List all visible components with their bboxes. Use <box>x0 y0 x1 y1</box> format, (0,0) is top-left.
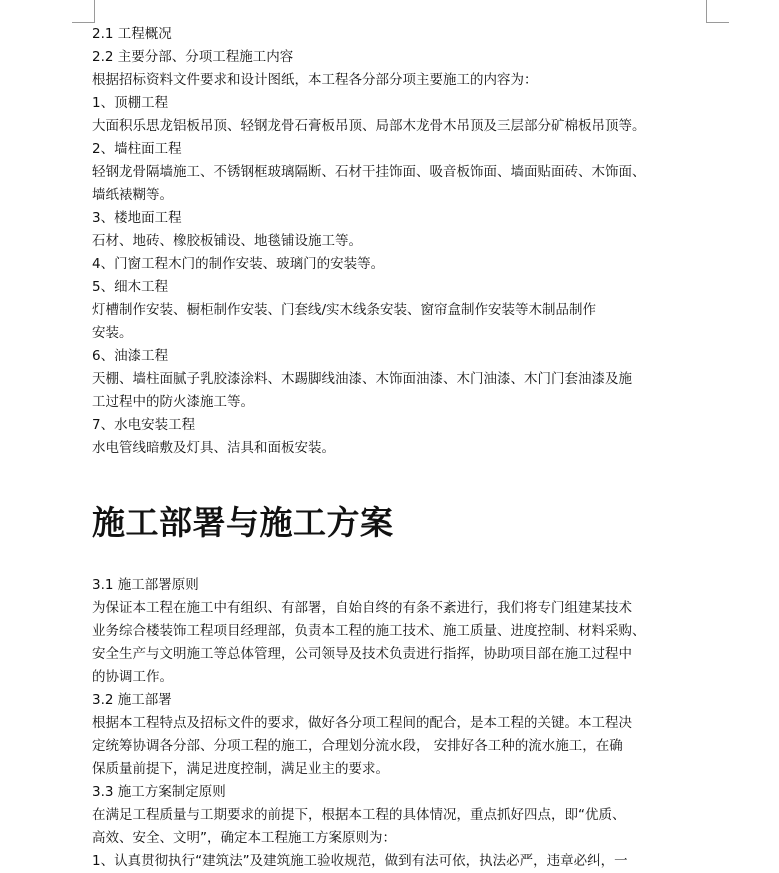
paragraph-line: 根据本工程特点及招标文件的要求，做好各分项工程间的配合，是本工程的关键。本工程决 <box>92 715 632 731</box>
paragraph-line: 保质量前提下，满足进度控制，满足业主的要求。 <box>92 761 389 777</box>
list-item-title: 6、油漆工程 <box>92 348 169 364</box>
paragraph-line: 为保证本工程在施工中有组织、有部署，自始自终的有条不紊进行，我们将专门组建某技术 <box>92 600 632 616</box>
paragraph-line: 安全生产与文明施工等总体管理，公司领导及技术负责进行指挥，协助项目部在施工过程中 <box>92 646 632 662</box>
paragraph-line: 高效、安全、文明”，确定本工程施工方案原则为： <box>92 830 396 846</box>
list-item-title: 4、门窗工程木门的制作安装、玻璃门的安装等。 <box>92 256 385 272</box>
paragraph-line: 业务综合楼装饰工程项目经理部，负责本工程的施工技术、施工质量、进度控制、材料采购、 <box>92 623 646 639</box>
list-item <box>92 92 708 138</box>
list-item <box>92 253 708 276</box>
list-item <box>92 207 708 253</box>
list-item <box>92 414 708 460</box>
paragraph-line: 根据招标资料文件要求和设计图纸，本工程各分部分项主要施工的内容为： <box>92 72 538 88</box>
paragraph-line: 工过程中的防火漆施工等。 <box>92 394 254 410</box>
paragraph-line: 安装。 <box>92 325 133 341</box>
list-item-title: 7、水电安装工程 <box>92 417 196 433</box>
spacer <box>92 460 708 499</box>
list-item-title: 1、顶棚工程 <box>92 95 169 111</box>
paragraph-line: 水电管线暗敷及灯具、洁具和面板安装。 <box>92 440 335 456</box>
list-item <box>92 138 708 207</box>
paragraph <box>92 597 708 689</box>
paragraph-line: 石材、地砖、橡胶板铺设、地毯铺设施工等。 <box>92 233 362 249</box>
section-heading: 2.2 主要分部、分项工程施工内容 <box>92 49 294 65</box>
list-item-title: 3、楼地面工程 <box>92 210 182 226</box>
section-heading: 3.1 施工部署原则 <box>92 577 199 593</box>
section-heading: 3.3 施工方案制定原则 <box>92 784 226 800</box>
paragraph-line: 轻钢龙骨隔墙施工、不锈钢框玻璃隔断、石材干挂饰面、吸音板饰面、墙面贴面砖、木饰面、 <box>92 164 646 180</box>
paragraph-line: 定统筹协调各分部、分项工程的施工，合理划分流水段， 安排好各工种的流水施工，在确 <box>92 738 623 754</box>
paragraph-line: 天棚、墙柱面腻子乳胶漆涂料、木踢脚线油漆、木饰面油漆、木门油漆、木门门套油漆及施 <box>92 371 632 387</box>
list-item <box>92 276 708 345</box>
list-item-title: 5、细木工程 <box>92 279 169 295</box>
paragraph-line: 在满足工程质量与工期要求的前提下，根据本工程的具体情况，重点抓好四点，即“优质、 <box>92 807 626 823</box>
paragraph-line: 墙纸裱糊等。 <box>92 187 173 203</box>
section-heading: 2.1 工程概况 <box>92 26 172 42</box>
paragraph <box>92 804 708 873</box>
page-corner-mark-left <box>72 0 95 23</box>
page-corner-mark-right <box>706 0 729 23</box>
paragraph <box>92 712 708 781</box>
list-item-title: 2、墙柱面工程 <box>92 141 182 157</box>
paragraph-line: 的协调工作。 <box>92 669 173 685</box>
paragraph-line: 大面积乐思龙铝板吊顶、轻钢龙骨石膏板吊顶、局部木龙骨木吊顶及三层部分矿棉板吊顶等。 <box>92 118 646 134</box>
document-body <box>92 23 708 873</box>
paragraph-line: 1、认真贯彻执行“建筑法”及建筑施工验收规范，做到有法可依，执法必严，违章必纠，一 <box>92 853 628 869</box>
chapter-title: 施工部署与施工方案 <box>92 503 394 542</box>
list-item <box>92 345 708 414</box>
section-heading: 3.2 施工部署 <box>92 692 172 708</box>
paragraph-line: 灯槽制作安装、橱柜制作安装、门套线/实木线条安装、窗帘盒制作安装等木制品制作 <box>92 302 597 318</box>
